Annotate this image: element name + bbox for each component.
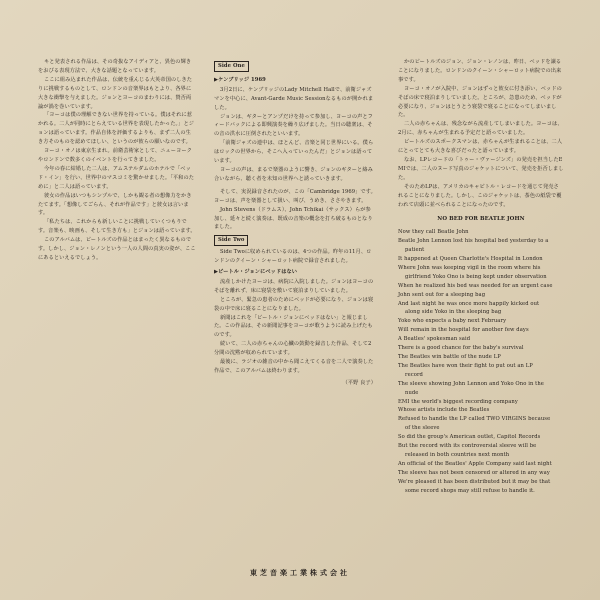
paragraph: キと発表される作品は、その奇抜なアイディアと、異色の輝きをおびる表現方法で、大きな話題となっています。 — [38, 59, 192, 74]
column-right — [398, 58, 564, 496]
side-two-intro — [214, 248, 376, 266]
lyric-line: It happened at Queen Charlotte's Hospital in London — [398, 256, 543, 263]
paragraph: ヨーコの声は、まるで楽器のように響き、ジョンのギターと絡み合いながら、聴く者を未知の世界へと誘っていきます。 — [214, 166, 373, 182]
lyric-line: Whose artists include the Beatles — [398, 407, 490, 414]
publisher-footer: 東芝音楽工業株式会社 — [250, 568, 350, 577]
author-signature: （平野 良子） — [342, 379, 376, 386]
paragraph: ヨーコ・オノは東京生まれ。前衛芸術家として、ニューヨークやロンドンで数多くのイベントを行ってきました。 — [38, 148, 192, 163]
paragraph: 流産しかけたヨーコは、病院に入院しました。ジョンはヨーコのそばを離れず、床に寝袋を敷いて寝泊まりしていました。 — [214, 278, 374, 294]
lyric-line: some record shops may still refuse to handle it. — [405, 487, 535, 494]
lyric-line: Beatle John Lennon lost his hospital bed yesterday to a — [398, 238, 549, 245]
lyric-line: The sleeve has not been censored or altered in any way — [398, 469, 550, 476]
lyric-line: of the sleeve — [405, 425, 440, 432]
lyric-line: record — [405, 371, 423, 378]
lyric-line: So did the group's American outlet, Capitol Records — [398, 434, 541, 441]
paragraph: ところが、緊急の患者のためにベッドが必要になり、ジョンは寝袋の中で床に寝ることになりました。 — [214, 296, 374, 312]
japanese-translation — [398, 58, 564, 209]
side-two-label: Side Two — [214, 235, 248, 246]
lyric-line: along side Yoko in the sleeping bag — [405, 309, 502, 316]
paragraph: かのビートルズのジョン、ジョン・レノンは、昨日、ベッドを譲ることになりました。ロンドンのクイーン・シャーロット病院での出来事です。 — [398, 59, 562, 83]
lyric-line: EMI the world's biggest recording company — [398, 398, 518, 405]
lyric-line: nude — [405, 389, 419, 396]
lyric-line: And last night he was once more happily kicked out — [398, 300, 540, 307]
lyric-line: The sleeve showing John Lennon and Yoko Ono in the — [398, 380, 544, 387]
paragraph: 「前衛ジャズの連中は、ほとんど、音楽と同じ世界にいる。僕らはロックの世界から、そこへ入っていったんだ」とジョンは語っています。 — [214, 140, 374, 165]
paragraph: ヨーコ・オノが入院中、ジョンはずっと彼女に付き添い、ベッドのそばの床で寝泊まりしていました。ところが、急患のため、ベッドが必要になり、ジョンはとうとう寝袋で寝ることになってしまいました。 — [398, 85, 562, 119]
lyric-line: A Beatles' spokesman said — [398, 336, 471, 343]
paragraph: ここに組み込まれた作品は、伝統を重んじる大英帝国のしきたりに挑戦するものとして、ロンドンの音楽界はもとより、各界に大きな衝撃を与えました。ジョンとヨーコのまわりには、賛否両論が渦を巻いています。 — [38, 76, 193, 110]
lyric-line: Now they call Beatle John — [398, 229, 469, 236]
paragraph: 「ヨーコは僕の理解できない世界を持っている。僕はそれに惹かれる。二人が同時にとらえている世界を表現したかった。」とジョンは語っています。作品自体を評価するよりも、まず二人の生き方そのものを認めてほしい、というのが彼らの願いなのです。 — [38, 112, 195, 146]
lyric-line: We're pleased it has been distributed but it may be that — [398, 478, 551, 485]
lyric-line: Refused to handle the LP called TWO VIRGINS because — [398, 416, 551, 423]
track-heading-cambridge: ▶ケンブリッジ 1969 — [214, 76, 266, 83]
lyric-line: Where John was keeping vigil in the room where his — [398, 264, 541, 271]
paragraph: 彼女の作品はいつもシンプルで、しかも観る者の想像力をかきたてます。「想像してごらん、それが作品です」と彼女は言います。 — [38, 192, 192, 217]
paragraph: ジョンは、ギターとアンプだけを持って参加し、ヨーコの声とフィードバックによる即興演奏を繰り広げました。当日の聴衆は、その音の洪水に圧倒されたといいます。 — [214, 113, 373, 138]
lyric-line: When he realized his bed was needed for an urgent case — [398, 282, 553, 289]
paragraph: 今年の春に結婚した二人は、アムステルダムのホテルで「ベッド・イン」を行い、世界中のマスコミを驚かせました。「平和のために」と二人は語っています。 — [38, 165, 195, 190]
lyric-line: girlfriend Yoko Ono is being kept under observation — [405, 273, 547, 280]
paragraph: Side Twoに収められているのは、4つの作品。昨年の11月、ロンドンのクイーン・シャーロット病院で録音されました。 — [214, 249, 372, 265]
track-heading-no-bed: ▶ビートル・ジョンにベッドはない — [214, 269, 298, 276]
column-left — [38, 58, 196, 263]
lyric-line: Yoko who expects a baby next February — [398, 318, 507, 325]
paragraph: 最後に、ラジオの雑音の中から聞こえてくる音を二人で演奏した作品で、このアルバムは終わります。 — [214, 359, 374, 374]
paragraph: そして、実況録音されたのが、この「Cambridge 1969」です。ヨーコは、声を楽器として扱い、叫び、うめき、ささやきます。 — [214, 188, 376, 204]
lyric-line: released in both countries next month — [405, 451, 510, 458]
side-one-notes-continued — [214, 188, 376, 233]
english-lyrics-title: NO BED FOR BEATLE JOHN — [437, 216, 525, 223]
lyric-line: patient — [405, 247, 425, 254]
paragraph: John Stevens（ドラムス）、John Tchikai（サックス）らが参加し、延々と続く演奏は、既成の音楽の概念を打ち破るものとなりました。 — [214, 206, 373, 231]
paragraph: 新聞はこれを「ビートル・ジョンにベッドはない」と報じました。この作品は、その新聞記事をヨーコが歌うように読み上げたものです。 — [214, 314, 373, 339]
lyric-line: There is a good chance for the baby's survival — [398, 345, 524, 352]
paragraph: 3月2日に、ケンブリッジのLady Mitchell Hallで、前衛ジャズマンを中心に、Avant-Garde Music Sessionなるものが開かれました。 — [214, 86, 374, 111]
paragraph: 「私たちは、これからも新しいことに挑戦していくつもりです。音楽も、映画も、そして生き方も」とジョンは語っています。 — [38, 219, 196, 235]
paragraph: このアルバムは、ビートルズの作品とはまったく異なるものです。しかし、ジョン・レノンという一人の人間の真実の姿が、ここにあるといえるでしょう。 — [38, 237, 196, 261]
paragraph: 二人の赤ちゃんは、残念ながら流産してしまいました。ヨーコは、2月に、赤ちゃんが生まれる予定だと語っていました。 — [398, 121, 563, 137]
english-lyrics — [398, 228, 564, 495]
lyric-line: The Beatles win battle of the nude LP — [398, 354, 501, 360]
lyric-line: John sent out for a sleeping bag — [398, 291, 486, 298]
side-one-notes — [214, 86, 376, 184]
paragraph: なお、LPレコードの「トゥー・ヴァージンズ」の発売を担当したEMIでは、二人のヌード写真のジャケットについて、発売を拒否しました。 — [398, 156, 564, 181]
column-middle — [214, 58, 376, 388]
lyric-line: But the record with its controversial sleeve will be — [398, 443, 537, 450]
paragraph: そのためLPは、アメリカのキャピトル・レコードを通じて発売されることになりました。しかし、このジャケットは、茶色の紙袋で覆われて店頭に並べられることになったのです。 — [398, 183, 562, 208]
side-one-label: Side One — [214, 61, 249, 72]
lyric-line: The Beatles have won their fight to put out an LP — [398, 362, 533, 369]
lyric-line: Will remain in the hospital for another few days — [398, 327, 529, 334]
paragraph: 続いて、二人の赤ちゃんの心臓の鼓動を録音した作品、そして2分間の沈黙が収められています。 — [214, 341, 372, 357]
paragraph: ビートルズのスポークスマンは、赤ちゃんが生まれることは、二人にとってとても大きな喜びだったと語っています。 — [398, 139, 563, 155]
side-two-notes — [214, 278, 376, 376]
lyric-line: An official of the Beatles' Apple Company said last night — [398, 460, 552, 467]
